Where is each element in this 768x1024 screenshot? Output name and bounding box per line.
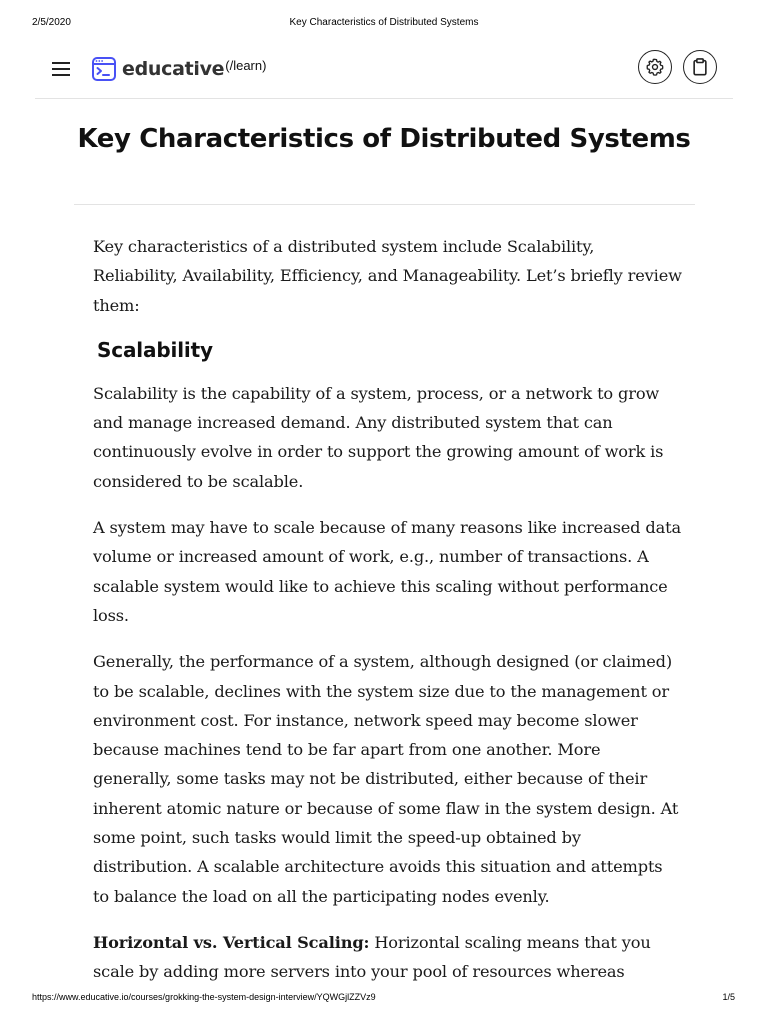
scaling-paragraph	[93, 928, 683, 987]
educative-logo-icon	[92, 57, 116, 81]
logo-link-text[interactable]: (/learn)	[225, 57, 267, 73]
scaling-term: Horizontal vs. Vertical Scaling:	[93, 932, 370, 952]
gear-icon	[646, 58, 664, 76]
print-header	[0, 17, 768, 31]
scalability-paragraph-1: Scalability is the capability of a system, process, or a network to grow and manage increased demand. Any distributed system that can continuously evolve in order to support the growing amount of work is considered to be scalable.	[93, 383, 664, 491]
scaling-text: Horizontal scaling means that you scale by adding more servers into your pool of resources whereas	[93, 932, 651, 982]
print-page-number: 1/5	[722, 992, 735, 1002]
intro-paragraph: Key characteristics of a distributed system include Scalability, Reliability, Availability, Efficiency, and Manageability. Let’s briefly review them:	[93, 237, 682, 315]
print-footer	[0, 992, 768, 1006]
clipboard-button[interactable]	[683, 50, 717, 84]
section-heading-scalability: Scalability	[97, 337, 213, 362]
print-url: https://www.educative.io/courses/grokking-the-system-design-interview/YQWGjlZZVz9	[32, 992, 376, 1002]
scalability-paragraph-2: A system may have to scale because of many reasons like increased data volume or increased amount of work, e.g., number of transactions. A scalable system would like to achieve this scaling without performance loss.	[93, 518, 681, 625]
print-date: 2/5/2020	[32, 17, 71, 28]
title-divider	[74, 204, 695, 205]
print-doc-title: Key Characteristics of Distributed Systems	[289, 17, 479, 28]
top-navigation-bar	[35, 46, 733, 99]
menu-icon[interactable]	[52, 61, 70, 77]
logo-text: educative	[122, 58, 225, 80]
page-title: Key Characteristics of Distributed Systems	[77, 124, 691, 154]
educative-logo[interactable]	[92, 55, 266, 83]
clipboard-icon	[692, 58, 708, 76]
article-body	[93, 232, 683, 1004]
scalability-paragraph-3: Generally, the performance of a system, although designed (or claimed) to be scalable, declines with the system size due to the management or environment cost. For instance, network speed may become slower because machines tend to be far apart from one another. More generally, some tasks may not be distributed, either because of their inherent atomic nature or because of some flaw in the system design. At some point, such tasks would limit the speed-up obtained by distribution. A scalable architecture avoids this situation and attempts to balance the load on all the participating nodes evenly.	[93, 652, 679, 906]
settings-button[interactable]	[638, 50, 672, 84]
